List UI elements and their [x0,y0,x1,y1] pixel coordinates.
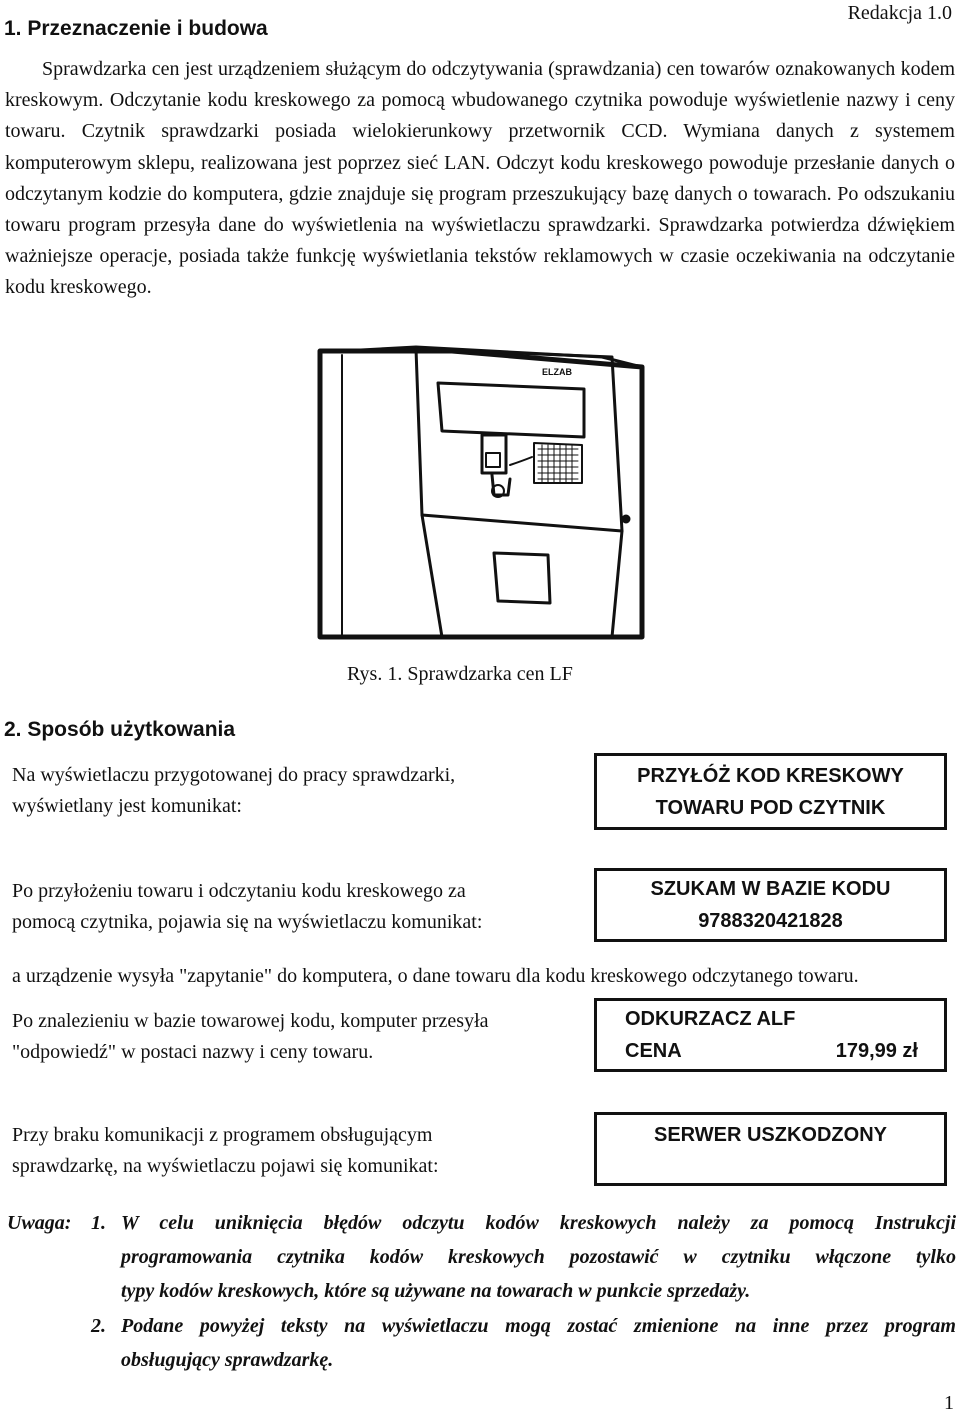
note-1-text: W celu uniknięcia błędów odczytu kodów kreskowych należy za pomocą Instrukcji programowania czytnika kodów kreskowych pozostawić w czytniku włączone tylko typy kodów kreskowych, które są używane na towarach w punkcie sprzedaży. [121,1212,956,1302]
page-number: 1 [944,1392,954,1414]
display-message-searching: SZUKAM W BAZIE KODU 9788320421828 [594,868,947,942]
note-2-text: Podane powyżej teksty na wyświetlaczu mogą zostać zmienione na inne przez program obsługujący sprawdzarkę. [121,1315,956,1371]
display-price-value: 179,99 zł [835,1040,918,1062]
step-2-after-text: a urządzenie wysyła "zapytanie" do komputera, o dane towaru dla kodu kreskowego odczytanego towaru. [12,965,859,987]
note-2-number: 2. [91,1315,106,1337]
section-1-title: 1. Przeznaczenie i budowa [4,17,268,40]
step-1-text: Na wyświetlaczu przygotowanej do pracy sprawdzarki, wyświetlany jest komunikat: [12,764,456,817]
display-product-name: ODKURZACZ ALF [625,1008,796,1030]
revision-label: Redakcja 1.0 [847,2,952,24]
step-2-text: Po przyłożeniu towaru i odczytaniu kodu kreskowego za pomocą czytnika, pojawia się na wyświetlaczu komunikat: [12,880,483,933]
section-2-title: 2. Sposób użytkowania [4,718,236,741]
note-1-number: 1. [91,1212,106,1234]
step-4-text: Przy braku komunikacji z programem obsługującym sprawdzarkę, na wyświetlaczu pojawi się komunikat: [12,1124,439,1177]
display-message-server-error: SERWER USZKODZONY [594,1112,947,1186]
intro-paragraph: Sprawdzarka cen jest urządzeniem służącym do odczytywania (sprawdzania) cen towarów oznakowanych kodem kreskowym. Odczytanie kodu kreskowego za pomocą wbudowanego czytnika powoduje wyświetlenie nazwy i ceny towaru. Czytnik sprawdzarki posiada wielokierunkowy przetwornik CCD. Wymiana danych z systemem komputerowym sklepu, realizowana jest poprzez sieć LAN. Odczyt kodu kreskowego powoduje przesłanie danych o odczytanym kodzie do komputera, gdzie znajduje się program przeszukujący bazę danych o towarach. Po odszukaniu towaru program przesyła dane do wyświetlenia na wyświetlaczu sprawdzarki. Sprawdzarka potwierdza dźwiękiem ważniejsze operacje, posiada także funkcję wyświetlania tekstów reklamowych w czasie oczekiwania na odczytanie kodu kreskowego. [5,58,955,299]
notes-label: Uwaga: [7,1212,72,1234]
price-checker-illustration [312,345,652,641]
display-price-label: CENA [625,1040,682,1062]
step-3-text: Po znalezieniu w bazie towarowej kodu, komputer przesyła "odpowiedź" w postaci nazwy i ceny towaru. [12,1010,489,1063]
figure-caption: Rys. 1. Sprawdzarka cen LF [347,663,573,685]
display-message-product [594,998,947,1072]
display-message-ready: PRZYŁÓŻ KOD KRESKOWY TOWARU POD CZYTNIK [594,753,947,830]
device-logo: ELZAB [542,367,572,377]
display-price-row [625,1035,918,1067]
